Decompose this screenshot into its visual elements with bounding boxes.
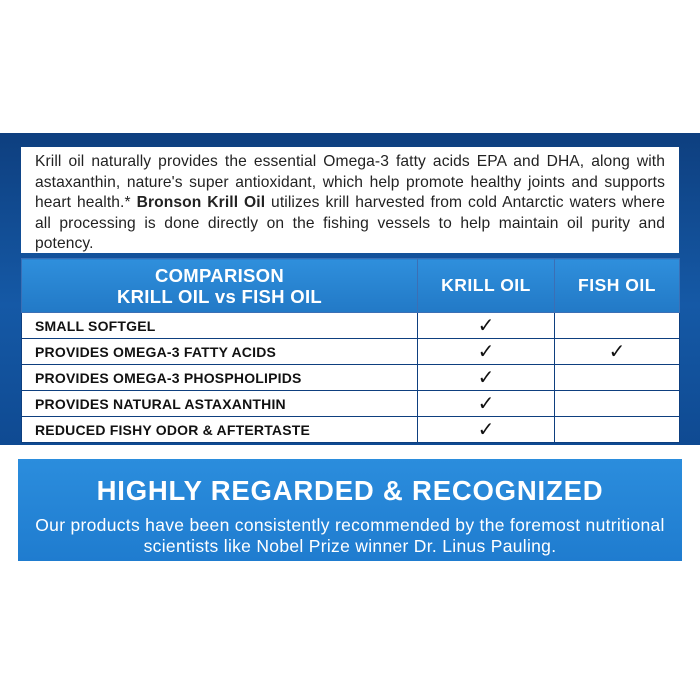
krill-check-icon: ✓ bbox=[418, 339, 555, 365]
feature-label: PROVIDES OMEGA-3 FATTY ACIDS bbox=[22, 339, 418, 365]
intro-paragraph bbox=[21, 147, 679, 255]
table-row bbox=[22, 417, 680, 443]
table-row bbox=[22, 365, 680, 391]
feature-label: PROVIDES NATURAL ASTAXANTHIN bbox=[22, 391, 418, 417]
recognition-banner bbox=[18, 459, 682, 561]
comparison-title bbox=[22, 259, 418, 313]
comparison-table bbox=[21, 258, 680, 443]
fish-check-cell bbox=[555, 417, 680, 443]
krill-check-icon: ✓ bbox=[418, 417, 555, 443]
krill-check-icon: ✓ bbox=[418, 313, 555, 339]
fish-check-cell bbox=[555, 391, 680, 417]
banner-subtext: Our products have been consistently recommended by the foremost nutritional scientists like Nobel Prize winner Dr. Linus Pauling. bbox=[35, 515, 665, 556]
krill-check-icon: ✓ bbox=[418, 365, 555, 391]
table-row bbox=[22, 339, 680, 365]
intro-box bbox=[21, 147, 679, 253]
fish-oil-column-header: FISH OIL bbox=[555, 259, 680, 313]
intro-text-after: utilizes krill harvested from cold Antarctic waters where all processing is done directly on the fishing vessels to help maintain oil purity and potency. bbox=[35, 194, 665, 252]
table-row bbox=[22, 313, 680, 339]
comparison-title-line1: COMPARISON bbox=[154, 264, 285, 286]
krill-check-icon: ✓ bbox=[418, 391, 555, 417]
intro-text-before: Krill oil naturally provides the essential Omega-3 fatty acids EPA and DHA, along with astaxanthin, nature's super antioxidant, which help promote healthy joints and supports heart health.* bbox=[35, 153, 665, 211]
banner-heading: HIGHLY REGARDED & RECOGNIZED bbox=[96, 475, 604, 506]
krill-oil-column-header: KRILL OIL bbox=[418, 259, 555, 313]
table-row bbox=[22, 391, 680, 417]
brand-name: Bronson Krill Oil bbox=[136, 194, 266, 211]
feature-label: PROVIDES OMEGA-3 PHOSPHOLIPIDS bbox=[22, 365, 418, 391]
comparison-title-line2: KRILL OIL vs FISH OIL bbox=[116, 285, 323, 307]
feature-label: SMALL SOFTGEL bbox=[22, 313, 418, 339]
fish-check-cell bbox=[555, 313, 680, 339]
table-header-row bbox=[22, 259, 680, 313]
feature-label: REDUCED FISHY ODOR & AFTERTASTE bbox=[22, 417, 418, 443]
fish-check-icon: ✓ bbox=[555, 339, 680, 365]
fish-check-cell bbox=[555, 365, 680, 391]
